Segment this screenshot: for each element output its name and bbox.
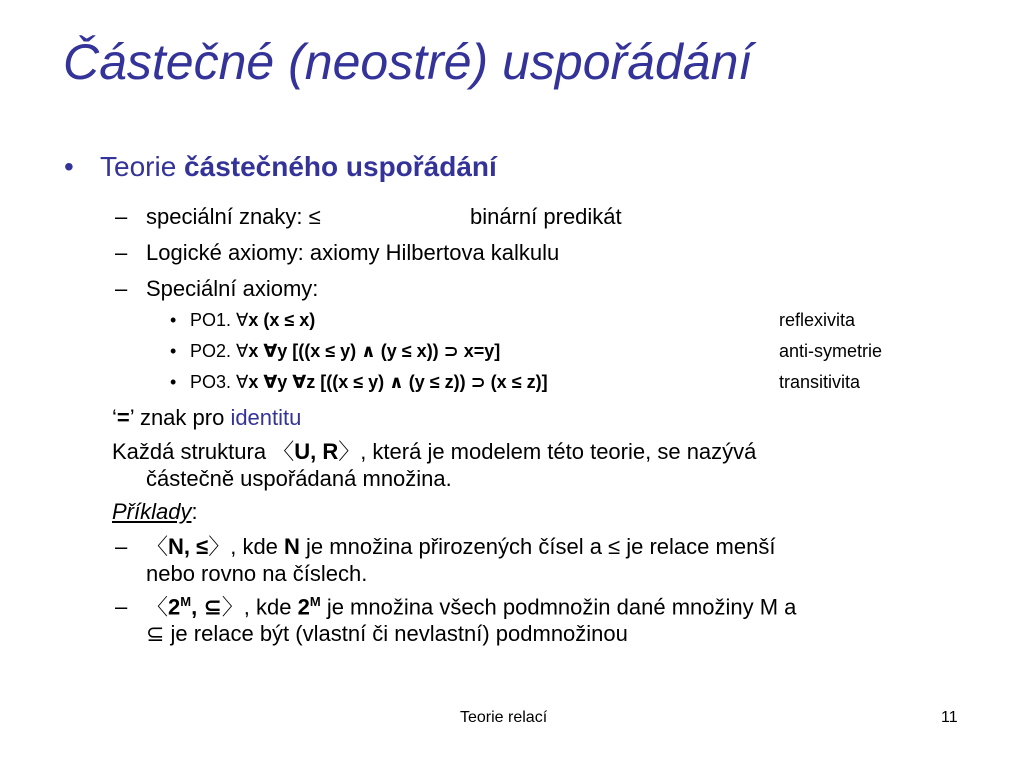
example-marker: –: [115, 594, 128, 619]
axiom-po3-formula: x ∀y ∀z [((x ≤ y) ∧ (y ≤ z)) ⊃ (x ≤ z)]: [248, 372, 548, 392]
axiom-marker: •: [170, 341, 177, 361]
example-1-text-2: je množina přirozených čísel a ≤ je relace menší: [299, 534, 776, 559]
example-2-sup-1: M: [180, 594, 192, 609]
example-2-line-1: [146, 594, 796, 621]
sub-marker: –: [115, 276, 128, 301]
example-2-text-1: kde: [249, 594, 298, 620]
example-1-bold-1: N, ≤: [168, 534, 209, 559]
structure-text-2: 〉, která je modelem této teorie, se nazývá: [338, 439, 757, 464]
axiom-marker: •: [170, 372, 177, 392]
page-number: 11: [941, 709, 958, 726]
axiom-po1-formula: x (x ≤ x): [248, 310, 316, 330]
identity-symbol: =: [116, 405, 130, 430]
structure-line-2: částečně uspořádaná množina.: [146, 466, 452, 491]
example-2-bold-3: 2: [297, 594, 310, 620]
axiom-marker: •: [170, 310, 177, 330]
sub-marker: –: [115, 204, 128, 229]
example-2-close: 〉,: [221, 594, 250, 620]
example-1-bold-2: N: [284, 534, 300, 559]
axiom-po1-prefix: PO1. ∀: [190, 310, 249, 330]
structure-text-1: Každá struktura 〈: [112, 439, 295, 464]
identity-link: identitu: [230, 405, 302, 430]
identity-quote-open: ‘: [112, 405, 117, 430]
examples-colon: :: [191, 499, 198, 524]
footer-label: Teorie relací: [460, 709, 548, 726]
sub-marker: –: [115, 240, 128, 265]
axiom-po3-prefix: PO3. ∀: [190, 372, 249, 392]
example-2-line-2: ⊆ je relace být (vlastní či nevlastní) podmnožinou: [146, 621, 628, 646]
slide-title: Částečné (neostré) uspořádání: [63, 34, 753, 90]
axiom-po2-formula: x ∀y [((x ≤ y) ∧ (y ≤ x)) ⊃ x=y]: [248, 341, 501, 361]
example-2-bold-2: , ⊆: [191, 594, 222, 620]
sub-special-chars: speciální znaky: ≤: [146, 204, 321, 229]
bullet-theory: [100, 150, 497, 184]
identity-text: znak pro: [133, 405, 231, 430]
axiom-po2-prefix: PO2. ∀: [190, 341, 249, 361]
identity-line: [112, 405, 301, 431]
axiom-po2: [190, 341, 500, 363]
sub-logical-axioms: Logické axiomy: axiomy Hilbertova kalkulu: [146, 240, 560, 265]
structure-bold: U, R: [294, 439, 339, 464]
example-2-sup-2: M: [309, 594, 321, 609]
example-1-line-1: [146, 534, 775, 560]
example-2-bold-1: 2: [168, 594, 181, 620]
examples-heading: [112, 499, 198, 525]
example-1-line-2: nebo rovno na číslech.: [146, 561, 368, 586]
bullet-theory-prefix: Teorie: [100, 151, 185, 182]
example-1-text-1: kde: [236, 534, 285, 559]
identity-quote-close: ’: [129, 405, 134, 430]
axiom-po3-name: transitivita: [779, 372, 861, 392]
example-2-open: 〈: [146, 594, 169, 620]
axiom-po1: [190, 310, 315, 332]
bullet-theory-bold: částečného uspořádání: [184, 151, 497, 182]
axiom-po1-name: reflexivita: [779, 310, 856, 330]
example-1-open: 〈: [146, 534, 169, 559]
structure-line-1: [112, 439, 756, 465]
example-marker: –: [115, 534, 128, 559]
example-1-close: 〉,: [208, 534, 237, 559]
axiom-po3: [190, 372, 548, 394]
sub-binary-predicate: binární predikát: [470, 204, 622, 229]
example-2-text-2: je množina všech podmnožin dané množiny M a: [320, 594, 797, 620]
sub-special-axioms: Speciální axiomy:: [146, 276, 319, 301]
axiom-po2-name: anti-symetrie: [779, 341, 883, 361]
examples-label: Příklady: [112, 499, 192, 524]
bullet-marker: •: [64, 151, 74, 182]
